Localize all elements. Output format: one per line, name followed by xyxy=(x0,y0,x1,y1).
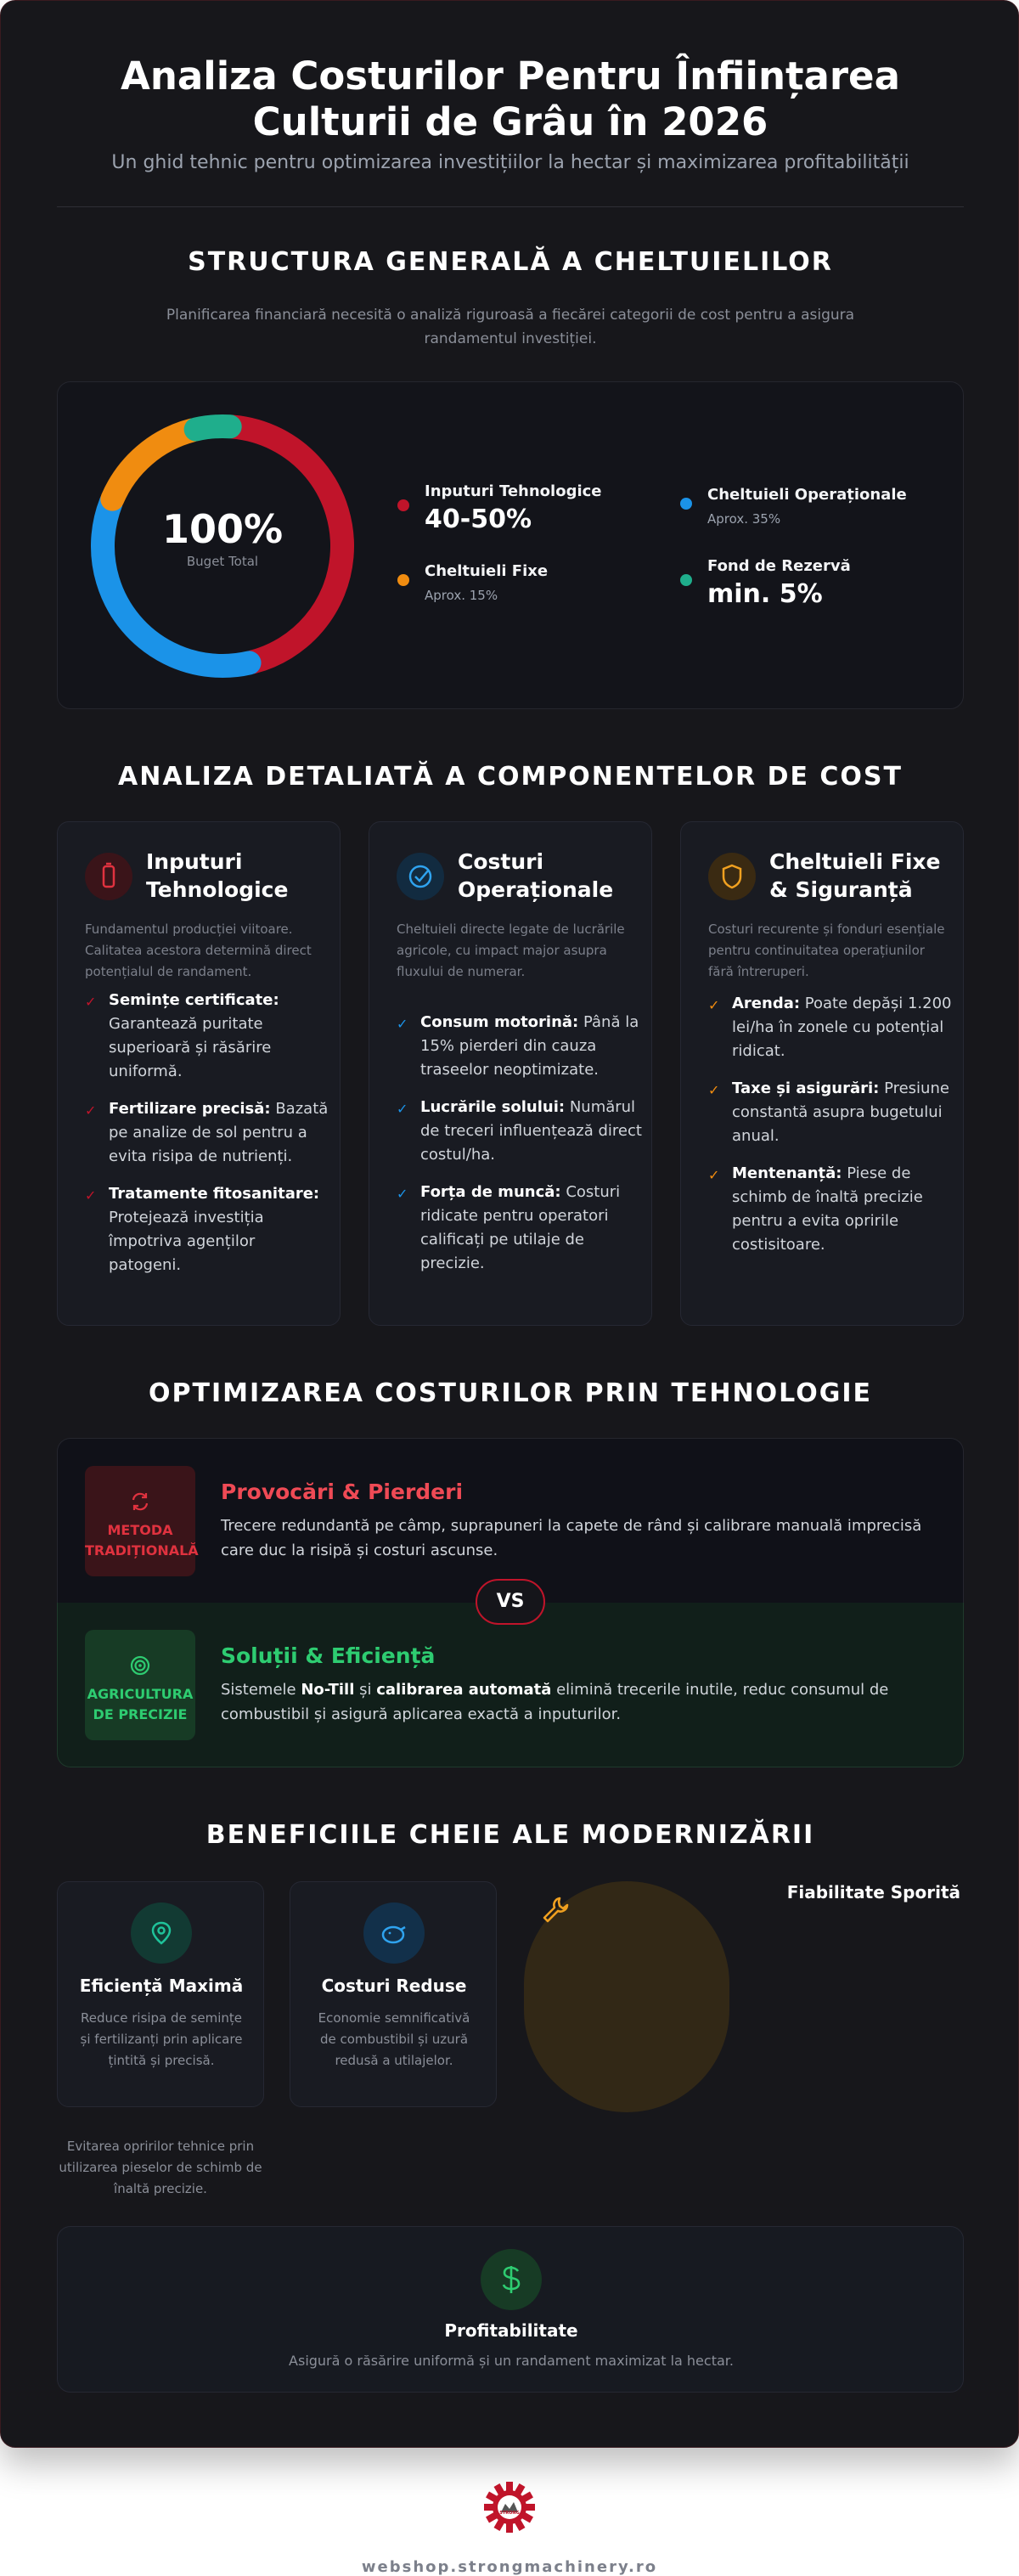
title-line-1: Analiza Costurilor Pentru Înființarea xyxy=(121,54,900,99)
donut-total-value: 100% xyxy=(161,506,284,552)
traditional-badge xyxy=(85,1466,199,1576)
precision-badge xyxy=(85,1630,195,1740)
badge-line-1: METODA xyxy=(107,1522,173,1538)
check-icon: ✓ xyxy=(708,1082,720,1098)
item-bold: Mentenanță: xyxy=(732,1164,842,1182)
benefits-title: BENEFICIILE CHEIE ALE MODERNIZĂRII xyxy=(205,1820,815,1850)
component-title-operationale: Costuri Operaționale xyxy=(458,849,614,902)
shield-icon xyxy=(708,853,756,900)
component-desc-inputuri: Fundamentul producției viitoare. Calitatea acestora determină direct potențialul de randament. xyxy=(85,922,312,979)
item-text: Garantează puritate superioară și răsărire uniformă. xyxy=(109,1015,272,1080)
benefit-desc-costuri: Economie semnificativă de combustibil și uzură redusă a utilajelor. xyxy=(318,2010,470,2068)
list-item xyxy=(85,1182,331,1277)
wrench-icon xyxy=(538,1891,573,1927)
legend-label-inputuri: Inputuri Tehnologice xyxy=(425,482,602,500)
check-icon: ✓ xyxy=(397,1016,408,1032)
logo-text: STRONG xyxy=(499,2511,520,2516)
donut-total-label: Buget Total xyxy=(186,554,259,569)
component-list-operationale xyxy=(397,1011,643,1289)
piggy-bank-icon xyxy=(363,1902,425,1964)
vs-badge: VS xyxy=(476,1579,545,1625)
benefit-title-costuri: Costuri Reduse xyxy=(321,1976,467,1996)
structure-desc: Planificarea financiară necesită o analiză riguroasă a fiecărei categorii de cost pentru a asigura randamentul investiției. xyxy=(166,307,855,347)
benefit-card-eficienta xyxy=(57,1881,264,2107)
cylinder-icon xyxy=(85,853,132,900)
legend-value-fixe: Aprox. 15% xyxy=(425,588,498,603)
component-title-fixe: Cheltuieli Fixe & Siguranță xyxy=(769,849,941,902)
footer-url[interactable]: webshop.strongmachinery.ro xyxy=(361,2558,658,2576)
precision-text-part: și xyxy=(354,1681,377,1699)
budget-panel xyxy=(57,381,964,709)
benefit-title-profitabilitate: Profitabilitate xyxy=(444,2320,578,2341)
item-text: Costuri ridicate pentru operatori calificați pe utilaje de precizie. xyxy=(420,1183,621,1272)
component-card-inputuri xyxy=(57,821,341,1326)
item-text: Numărul de treceri influențează direct costul/ha. xyxy=(420,1098,642,1164)
target-icon xyxy=(128,1654,152,1677)
item-text: Până la 15% pierderi din cauza traseelor neoptimizate. xyxy=(420,1013,639,1079)
list-item xyxy=(708,1162,954,1257)
page-title xyxy=(52,54,969,145)
check-icon: ✓ xyxy=(708,1167,720,1183)
traditional-title: Provocări & Pierderi xyxy=(221,1480,464,1504)
legend-label-fixe: Cheltuieli Fixe xyxy=(425,562,549,580)
benefit-card-costuri xyxy=(290,1881,497,2107)
item-text: Piese de schimb de înaltă precizie pentru a evita opririle costisitoare. xyxy=(732,1164,923,1254)
refresh-icon xyxy=(128,1490,152,1513)
item-bold: Forța de muncă: xyxy=(420,1183,561,1201)
list-item xyxy=(708,992,954,1063)
component-list-fixe xyxy=(708,992,954,1271)
components-title: ANALIZA DETALIATĂ A COMPONENTELOR DE COST xyxy=(118,762,903,792)
optimization-title: OPTIMIZAREA COSTURILOR PRIN TEHNOLOGIE xyxy=(149,1378,872,1408)
strong-logo xyxy=(479,2477,540,2538)
badge-line-2: TRADIȚIONALĂ xyxy=(85,1542,199,1559)
benefit-desc-eficienta: Reduce risipa de semințe și fertilizanți prin aplicare țintită și precisă. xyxy=(80,2010,243,2068)
item-bold: Fertilizare precisă: xyxy=(109,1100,271,1118)
check-circle-icon xyxy=(397,853,444,900)
list-item xyxy=(397,1011,643,1082)
precision-text-part: Sistemele xyxy=(221,1681,301,1699)
component-desc-fixe: Costuri recurente și fonduri esențiale pentru continuitatea operațiunilor fără întreruperi. xyxy=(708,922,945,979)
precision-method-box xyxy=(57,1603,964,1767)
precision-bold-notill: No-Till xyxy=(301,1681,355,1699)
page-subtitle: Un ghid tehnic pentru optimizarea investițiilor la hectar și maximizarea profitabilității xyxy=(111,152,909,173)
dollar-icon xyxy=(481,2249,542,2310)
header-divider xyxy=(57,206,964,207)
traditional-method-box xyxy=(57,1438,964,1603)
legend-dot-fixe xyxy=(397,574,409,586)
badge-line-2: DE PRECIZIE xyxy=(93,1706,188,1722)
donut-center xyxy=(138,506,307,569)
item-text: Poate depăși 1.200 lei/ha în zonele cu potențial ridicat. xyxy=(732,995,952,1060)
item-text: Protejează investiția împotriva agenților patogeni. xyxy=(109,1209,264,1274)
legend-dot-operationale xyxy=(680,498,692,510)
check-icon: ✓ xyxy=(708,997,720,1013)
item-bold: Lucrările solului: xyxy=(420,1098,566,1116)
location-pin-icon xyxy=(131,1902,192,1964)
badge-line-1: AGRICULTURA xyxy=(87,1686,194,1702)
check-icon: ✓ xyxy=(85,1187,97,1203)
item-bold: Taxe și asigurări: xyxy=(732,1079,880,1097)
precision-text-part: elimină trecerile inutile, reduc consumul de combustibil și asigură aplicarea exactă a inputurilor. xyxy=(221,1681,889,1723)
check-icon: ✓ xyxy=(397,1186,408,1202)
precision-title: Soluții & Eficiență xyxy=(221,1643,436,1668)
item-bold: Consum motorină: xyxy=(420,1013,579,1031)
traditional-text: Trecere redundantă pe câmp, suprapuneri la capete de rând și calibrare manuală imprecisă care duc la risipă și costuri ascunse. xyxy=(221,1517,922,1559)
item-bold: Arenda: xyxy=(732,995,801,1012)
legend-dot-rezerva xyxy=(680,574,692,586)
item-text: Presiune constantă asupra bugetului anual. xyxy=(732,1079,949,1145)
check-icon: ✓ xyxy=(85,994,97,1010)
item-text: Bazată pe analize de sol pentru a evita risipa de nutrienți. xyxy=(109,1100,329,1165)
list-item xyxy=(397,1096,643,1167)
benefit-desc-fiabilitate: Evitarea opririlor tehnice prin utilizarea pieselor de schimb de înaltă precizie. xyxy=(59,2139,262,2196)
check-icon: ✓ xyxy=(85,1102,97,1119)
component-card-fixe xyxy=(680,821,964,1326)
legend-label-operationale: Cheltuieli Operaționale xyxy=(707,486,907,504)
legend-value-inputuri: 40-50% xyxy=(425,504,532,534)
title-line-2: Culturii de Grâu în 2026 xyxy=(252,99,768,144)
check-icon: ✓ xyxy=(397,1101,408,1117)
benefit-title-fiabilitate: Fiabilitate Sporită xyxy=(786,1882,960,1902)
list-item xyxy=(397,1181,643,1276)
legend-dot-inputuri xyxy=(397,499,409,511)
structure-title: STRUCTURA GENERALĂ A CHELTUIELILOR xyxy=(188,247,833,277)
component-desc-operationale: Cheltuieli directe legate de lucrările agricole, cu impact major asupra fluxului de numerar. xyxy=(397,922,625,979)
legend-value-operationale: Aprox. 35% xyxy=(707,511,781,527)
list-item xyxy=(85,1097,331,1169)
component-list-inputuri xyxy=(85,989,331,1291)
item-bold: Semințe certificate: xyxy=(109,991,279,1009)
precision-bold-calibrare: calibrarea automată xyxy=(376,1681,552,1699)
legend-value-rezerva: min. 5% xyxy=(707,579,823,609)
legend-label-rezerva: Fond de Rezervă xyxy=(707,557,851,575)
precision-text xyxy=(221,1677,951,1727)
list-item xyxy=(85,989,331,1084)
benefit-card-profitabilitate xyxy=(57,2226,964,2393)
component-card-operationale xyxy=(369,821,652,1326)
benefit-desc-profitabilitate: Asigură o răsărire uniformă și un randament maximizat la hectar. xyxy=(289,2353,734,2369)
precision-badge-text xyxy=(85,1684,195,1725)
item-bold: Tratamente fitosanitare: xyxy=(109,1185,320,1203)
component-title-inputuri: Inputuri Tehnologice xyxy=(146,849,289,902)
traditional-badge-text xyxy=(85,1520,199,1561)
list-item xyxy=(708,1077,954,1148)
benefit-title-eficienta: Eficiență Maximă xyxy=(79,1976,244,1996)
